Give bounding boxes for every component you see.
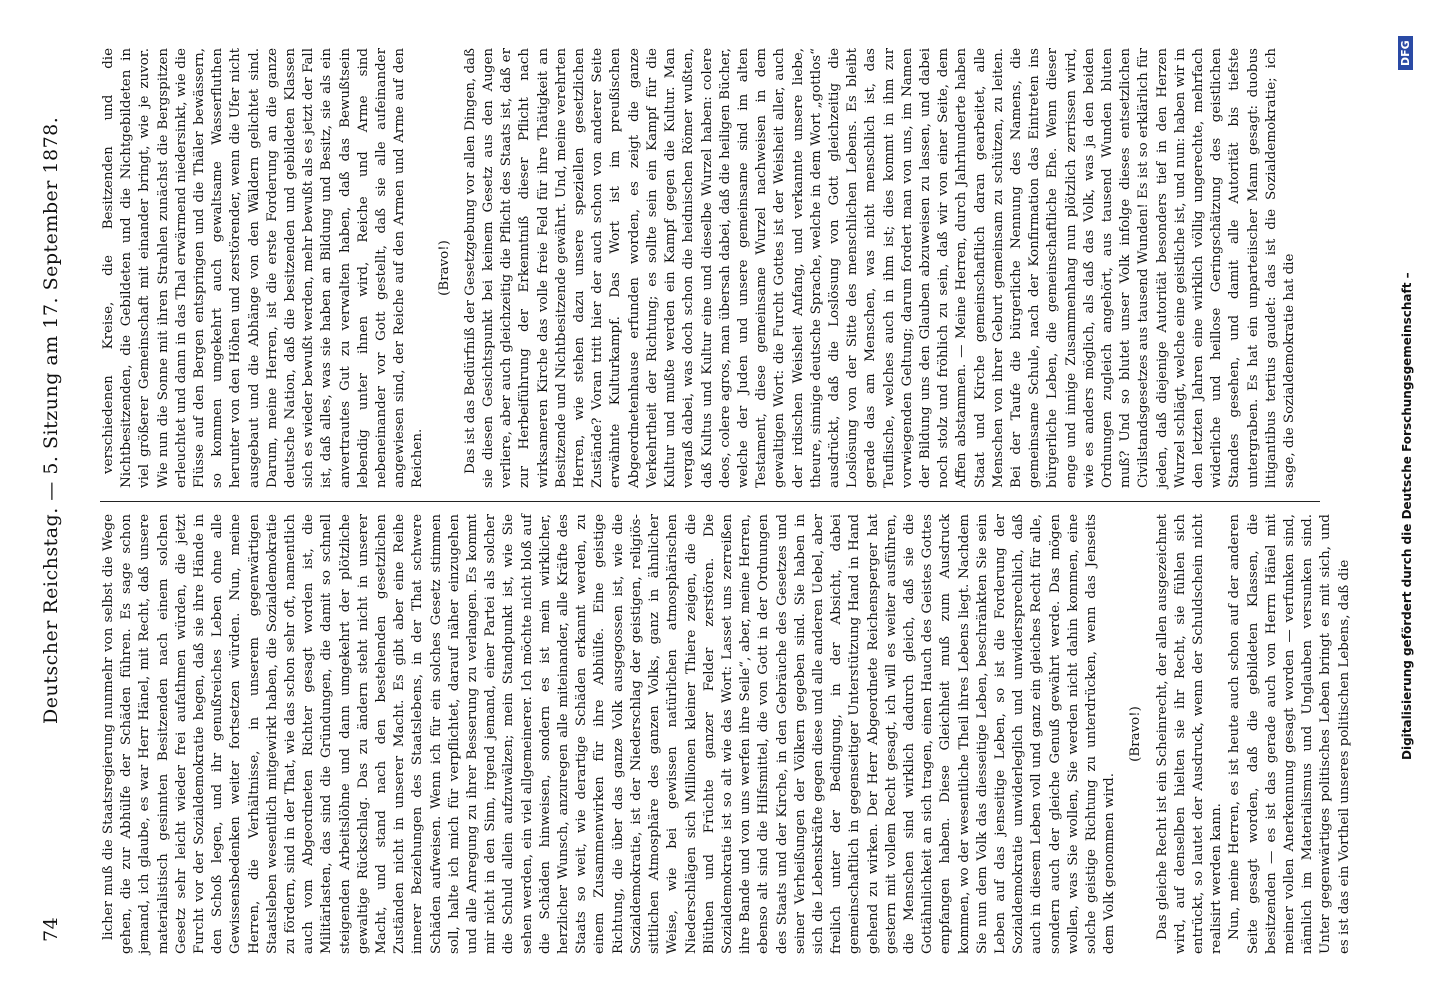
right-paragraph: Das ist das Bedürfniß der Gesetzgebung vor allen Dingen, daß sie diesen Gesichtspunkt bei keinem Gesetz aus den Augen verliere, aber auch gleichzeitig die Pflicht des Staats ist, daß er zur Herbeiführung der Erkenntniß dieser Pflicht nach wirksameren Kirche das volle freie Feld für ihre Thätigkeit an Besitzende und Nichtbesitzende gewährt. Und, meine verehrten Herren, wie stehen dazu unsere speziellen gesetzlichen Zustände? Voran tritt hier der auch schon von anderer Seite erwähnte Kulturkampf. Das Wort ist im preußischen Abgeordnetenhause erfunden worden, es zeigt die ganze Verkehrtheit der Richtung; es sollte sein ein Kampf für die Kultur und mußte werden ein Kampf gegen die Kultur. Man vergaß dabei, was doch schon die heidnischen Römer wußten, daß Kultus und Kultur eine und dieselbe Wurzel haben: colere deos, colere agros, man übersah dabei, daß die heiligen Bücher, welche der Juden und unsere gemeinsame sind im alten Testament, diese gemeinsame Wurzel nachweisen in dem gewaltigen Wort: die Furcht Gottes ist der Weisheit aller, auch der irdischen Weisheit Anfang, und verkannte unsere liebe, theure, sinnige deutsche Sprache, welche in dem Wort „gottlos“ ausdrückt, daß die Loslösung von Gott gleichzeitig die Loslösung von der Sitte des menschlichen Lebens. Es bleibt gerade das am Menschen, was nicht menschlich ist, das Teuflische, welches auch in ihm ist; dies kommt in ihm zur vorwiegenden Geltung; darum fordert man von uns, im Namen der Bildung uns den Glauben abzuweisen zu lassen, und dabei noch stolz und fröhlich zu sein, daß wir von einer Seite, dem Affen abstammen. — Meine Herren, durch Jahrhunderte haben Staat und Kirche gemeinschaftlich daran gearbeitet, alle Menschen von ihrer Geburt gemeinsam zu schützen, zu leiten. Bei der Taufe die bürgerliche Nennung des Namens, die gemeinsame Schule, nach der Konfirmation das Eintreten ins bürgerliche Leben, die gemeinschaftliche Ehe. Wenn dieser enge und innige Zusammenhang nun plötzlich zerrissen wird, wie es anders möglich, als daß das Volk, was ja den beiden Ordnungen zugleich angehört, aus tausend Wunden bluten muß? Und so blutet unser Volk infolge dieses entsetzlichen Civilstandsgesetzes aus tausend Wunden! Es ist so erklärlich für jeden, daß diejenige Autorität besonders tief in den Herzen Wurzel schlägt, welche eine geistliche ist, und nun: haben wir in den letzten Jahren eine wirklich völlig ungerechte, mehrfach widerliche und heillose Geringschätzung des geistlichen Standes gesehen, und damit alle Autorität bis tiefste untergraben. Es hat ein unparteiischer Mann gesagt: duobus litigantibus tertius gaudet: das ist die Sozialdemokratie; ich sage, die Sozialdemokratie hat die bbox=[462, 48, 1297, 488]
digitization-footer bbox=[1396, 0, 1420, 1000]
right-column bbox=[100, 48, 1330, 488]
page-title: Deutscher Reichstag. — 5. Sitzung am 17. September 1878. bbox=[40, 116, 62, 724]
dfg-logo: DFG bbox=[1398, 36, 1413, 70]
page-header bbox=[36, 44, 66, 954]
page-number: 74 bbox=[40, 916, 62, 942]
footer-text: Digitalisierung gefördert durch die Deutsche Forschungsgemeinschaft – bbox=[1400, 272, 1414, 760]
column-divider bbox=[100, 501, 1320, 502]
applause-note: (Bravo!) bbox=[436, 240, 452, 296]
right-paragraph: verschiedenen Kreise, die Besitzenden und die Nichtbesitzenden, die Gebildeten und die Nichtgebildeten in viel größerer Gemeinschaft mit einander bringt, wie je zuvor. Wie nun die Sonne mit ihren Strahlen zunächst die Bergspitzen erleuchtet und dann in das Thal erwärmend niedersinkt, wie die Flüsse auf den Bergen entspringen und die Thäler bewässern, so kommen umgekehrt auch gewaltsame Wasserfluthen herunter von den Höhen und zerstörender, wenn die Ufer nicht ausgebaut und die Abhänge von den Wäldern gelichtet sind. Darum, meine Herren, ist die erste Forderung an die ganze deutsche Nation, daß die besitzenden und gebildeten Klassen sich es wieder bewußt werden, mehr bewußt als es jetzt der Fall ist, daß alles, was sie haben an Bildung und Besitz, sie als ein anvertrautes Gut zu verwalten haben, daß das Bewußtsein lebendig unter ihnen wird, Reiche und Arme sind nebeneinander vor Gott gestellt, daß sie alle aufeinander angewiesen sind, der Reiche auf den Armen und Arme auf den Reichen. bbox=[101, 48, 426, 488]
left-paragraph: Das gleiche Recht ist ein Scheinrecht, der allen ausgezeichnet wird, auf denselben hielten sie ihr Recht, sie fühlen sich entrückt, so lautet der Ausdruck, wenn der Schuldschein nicht realisirt werden kann. bbox=[1154, 514, 1225, 954]
applause-note: (Bravo!) bbox=[1128, 706, 1144, 762]
left-paragraph: licher muß die Staatsregierung nunmehr von selbst die Wege gehen, die zur Abhülfe der Schäden führen. Es sage schon jemand, ich glaube, es war Herr Hänel, mit Recht, daß unsere materialistisch gesinnten Besitzenden nach einem solchen Gesetz sehr leicht wieder frei aufathmen würden, die jetzt Furcht vor der Sozialdemokratie hegen, daß sie ihre Hände in den Schoß legen, und ihr genußreiches Leben ohne alle Gewissensbedenken weiter fortsetzen würden. Nun, meine Herren, die Verhältnisse, in unserem gegenwärtigen Staatsleben wesentlich mitgewirkt haben, die Sozialdemokratie zu fördern, sind in der That, wie das schon sehr oft, namentlich auch vom Abgeordneten Richter gesagt worden ist, die Militärlasten, das sind die Gründungen, die damit so schnell steigenden Arbeitslöhne und dann umgekehrt der plötzliche gewaltige Rückschlag. Das zu ändern steht nicht in unserer Macht, und stand nach den bestehenden gesetzlichen Zuständen nicht in unserer Macht. Es gibt aber eine Reihe innerer Beziehungen des Staatslebens, in der That schwere Schäden aufweisen. Wenn ich für ein solches Gesetz stimmen soll, halte ich mich für verpflichtet, darauf näher einzugehen und alle Anregung zu ihrer Besserung zu verlangen. Es kommt mir nicht in den Sinn, irgend jemand, einer Partei als solcher die Schuld allein aufzuwälzen; mein Standpunkt ist, wie Sie sehen werden, ein viel allgemeinerer. Ich möchte nicht bloß auf die Schäden hinweisen, sondern es ist mein wirklicher, herzlicher Wunsch, anzuregen alle miteinander, alle Kräfte des Staats so weit, wie derartige Schäden erkannt werden, zu einem Zusammenwirken für ihre Abhülfe. Eine geistige Richtung, die über das ganze Volk ausgegossen ist, wie die Sozialdemokratie, ist der Niederschlag der geistigen, religiös-sittlichen Atmosphäre des ganzen Volks, ganz in ähnlicher Weise, wie bei gewissen natürlichen atmosphärischen Niederschlägen sich Millionen kleiner Thiere zeigen, die die Blüthen und Früchte ganzer Felder zerstören. Die Sozialdemokratie ist so alt wie das Wort: Lasset uns zerreißen ihre Bande und von uns werfen ihre Seile“, aber, meine Herren, ebenso alt sind die Hilfsmittel, die von Gott in der Ordnungen des Staats und der Kirche, in den Gebräuche des Gesetzes und seiner Verheißungen der Völkern gegeben sind. Sie haben in sich die Lebenskräfte gegen diese und alle anderen Uebel, aber freilich unter der Bedingung, in der Absicht, dabei gemeinschaftlich in gegenseitiger Unterstützung Hand in Hand gehend zu wirken. Der Herr Abgeordnete Reichensperger hat gestern mit vollem Recht gesagt, ich will es weiter ausführen, die Menschen sind wirklich dadurch gleich, daß sie die Gottähnlichkeit an sich tragen, einen Hauch des Geistes Gottes empfangen haben. Diese Gleichheit muß zum Ausdruck kommen, wo der wesentliche Theil ihres Lebens liegt. Nachdem Sie nun dem Volk das diesseitige Leben, beschränkten Sie sein Leben auf das jenseitige Leben, so ist die Forderung der Sozialdemokratie unwiderleglich und unwidersprechlich, daß auch in diesem Leben voll und ganz ein gleiches Recht für alle, sondern auch der gleiche Genuß gewährt werde. Das mögen wollen, was Sie wollen, Sie werden nicht dahin kommen, eine solche geistige Richtung zu unterdrücken, wenn das Jenseits dem Volk genommen wird. bbox=[101, 514, 1118, 954]
left-column bbox=[100, 514, 1352, 954]
left-paragraph: Nun, meine Herren, es ist heute auch schon auf der anderen Seite gesagt worden, daß die gebildeten Klassen, die besitzenden — es ist das gerade auch von Herrn Hänel mit meiner vollen Anerkennung gesagt worden — verfunken sind, nämlich im Materialismus und Unglauben versunken sind. Unter gegenwärtiges politisches Leben bringt es mit sich, und es ist das ein Vortheil unseres politischen Lebens, daß die bbox=[1227, 514, 1352, 954]
